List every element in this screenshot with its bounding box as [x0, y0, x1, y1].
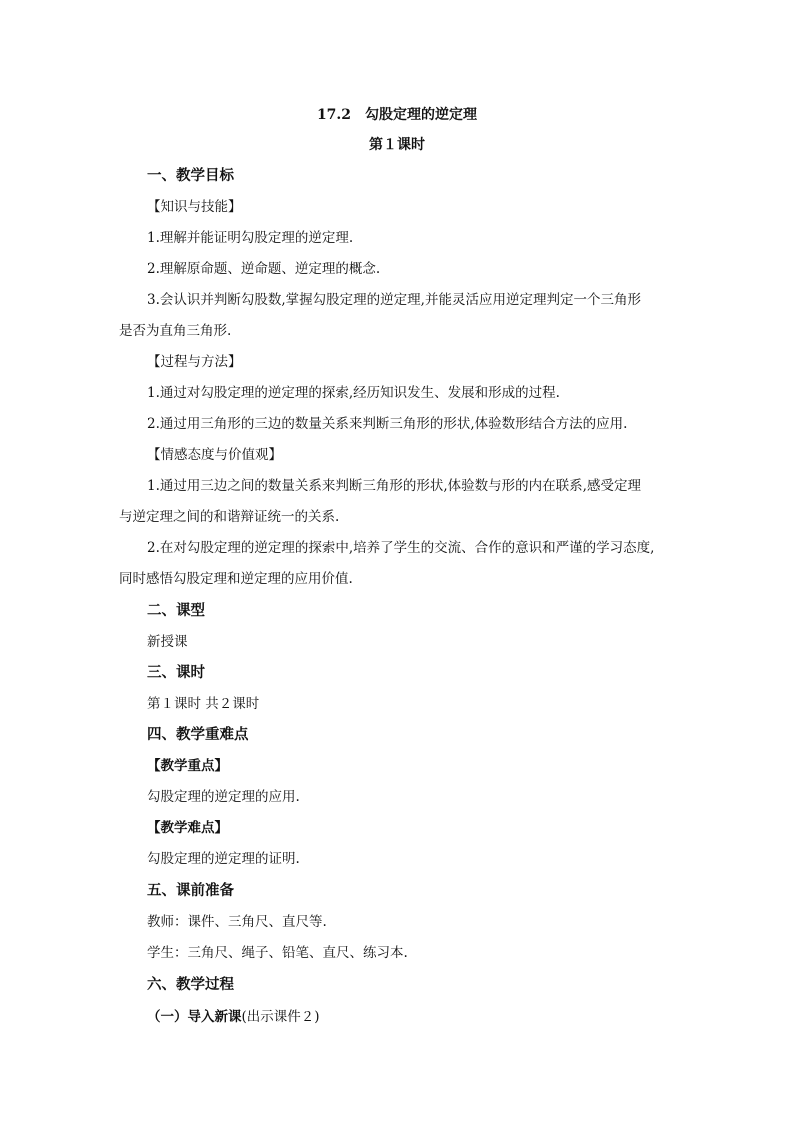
- section-heading-lesson-type: 二、课型: [147, 602, 205, 619]
- section-heading-preparation: 五、课前准备: [147, 882, 234, 899]
- section-heading-objectives: 一、教学目标: [147, 167, 234, 184]
- subheading-focus: 【教学重点】: [147, 758, 228, 774]
- subheading-process: 【过程与方法】: [147, 354, 242, 370]
- intro-note: (出示课件２): [241, 1009, 320, 1025]
- teacher-preparation: 教师：课件、三角尺、直尺等.: [147, 914, 327, 930]
- section-heading-key-points: 四、教学重难点: [147, 726, 249, 743]
- intro-heading: （一）导入新课: [147, 1009, 242, 1025]
- process-item-2: 2.通过用三角形的三边的数量关系来判断三角形的形状,体验数形结合方法的应用.: [147, 416, 628, 432]
- periods-text: 第１课时 共２课时: [147, 696, 260, 712]
- knowledge-item-3-line-1: 3.会认识并判断勾股数,掌握勾股定理的逆定理,并能灵活应用逆定理判定一个三角形: [147, 292, 641, 308]
- lesson-type-text: 新授课: [147, 634, 188, 650]
- subheading-knowledge: 【知识与技能】: [147, 199, 242, 215]
- knowledge-item-2: 2.理解原命题、逆命题、逆定理的概念.: [147, 261, 381, 277]
- difficulty-text: 勾股定理的逆定理的证明.: [147, 851, 300, 867]
- emotion-item-1-line-2: 与逆定理之间的和谐辩证统一的关系.: [119, 509, 340, 525]
- process-item-1: 1.通过对勾股定理的逆定理的探索,经历知识发生、发展和形成的过程.: [147, 385, 560, 401]
- knowledge-item-3-line-2: 是否为直角三角形.: [119, 323, 232, 339]
- page-subtitle: 第１课时: [369, 137, 425, 153]
- subheading-emotion: 【情感态度与价值观】: [147, 447, 282, 463]
- emotion-item-2-line-1: 2.在对勾股定理的逆定理的探索中,培养了学生的交流、合作的意识和严谨的学习态度,: [147, 540, 655, 556]
- emotion-item-2-line-2: 同时感悟勾股定理和逆定理的应用价值.: [119, 571, 353, 587]
- student-preparation: 学生：三角尺、绳子、铅笔、直尺、练习本.: [147, 945, 408, 961]
- section-heading-process: 六、教学过程: [147, 976, 234, 993]
- subheading-difficulty: 【教学难点】: [147, 820, 228, 836]
- intro-line: [147, 1008, 320, 1026]
- page-title: 17.2 勾股定理的逆定理: [316, 107, 478, 123]
- section-heading-periods: 三、课时: [147, 664, 205, 681]
- focus-text: 勾股定理的逆定理的应用.: [147, 789, 300, 805]
- emotion-item-1-line-1: 1.通过用三边之间的数量关系来判断三角形的形状,体验数与形的内在联系,感受定理: [147, 478, 641, 494]
- knowledge-item-1: 1.理解并能证明勾股定理的逆定理.: [147, 230, 354, 246]
